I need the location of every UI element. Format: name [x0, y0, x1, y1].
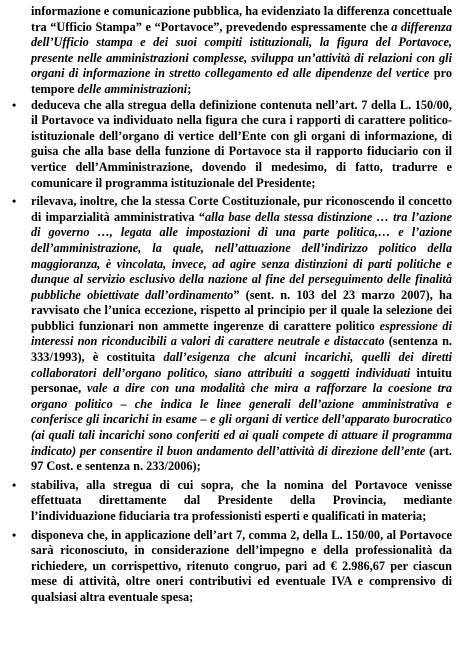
bullet-item-rilevava	[12, 194, 452, 475]
bullet-dot-icon: •	[12, 194, 17, 209]
bullet-item-deduceva	[12, 98, 452, 192]
bullet-dot-icon: •	[12, 477, 17, 492]
bullet-seg: vale a dire con una modalità che mira a rafforzare la coesione tra organo politico – che indica le linee generali dell’azione amministrativa e conferisce gli incarichi in esame – e gli organi di vertice dell’apparato burocratico (ai quali tali incarichi sono conferiti ed ai quali compete di attuare il programma indicato) per consentire il buon andamento dell’attività di direzione dell’ente	[31, 381, 452, 458]
bullet-seg: (sentenza n. 333/1993), è costituita	[31, 334, 452, 365]
intro-seg: pro tempore	[31, 66, 452, 96]
bullet-item-disponeva	[12, 528, 452, 606]
bullet-seg: ” (sent. n. 103 del 23 marzo 2007), ha ravvisato che l’unica eccezione, rispetto al principio per il quale la selezione dei pubblici funzionari non ammette ingerenze di carattere politico	[31, 287, 453, 333]
bullet-text	[31, 528, 452, 604]
bullet-list	[12, 98, 452, 606]
bullet-text	[31, 98, 452, 190]
bullet-seg: espressione di interessi non riconducibili a valori di carattere neutrale e distaccato	[31, 318, 452, 349]
bullet-seg: (art. 97 Cost. e sentenza n. 233/2006);	[31, 443, 452, 474]
bullet-seg: disponeva che, in applicazione dell’art 7, comma 2, della L. 150/00, al Portavoce sarà riconosciuto, in considerazione dell’impegno e della professionalità da richiedere, un corrispettivo, ritenuto congruo, pari ad € 2.986,67 per ciascun mese di attività, oltre oneri contributivi ed eventuale IVA e comprensivo di qualsiasi altra eventuale spesa;	[31, 527, 452, 604]
intro-seg: ;	[187, 81, 192, 96]
intro-seg: delle amministrazioni	[77, 81, 188, 96]
bullet-text	[31, 194, 452, 473]
bullet-seg: alla base della stessa distinzione … tra l’azione di governo …, legata alle impostazioni di una parte politica,… e l’azione dell’amministrazione, la quale, nell’attuazione dell’indirizzo politico della maggioranza, è vincolata, invece, ad agire senza distinzioni di parti politiche e dunque al servizio esclusivo della nazione al fine del perseguimento delle finalità pubbliche obiettivate dall’ordinamento	[31, 209, 452, 302]
bullet-dot-icon: •	[12, 97, 17, 112]
bullet-item-stabiliva	[12, 478, 452, 525]
bullet-seg: stabiliva, alla stregua di cui sopra, che la nomina del Portavoce venisse effettuata direttamente dal Presidente della Provincia, mediante l’individuazione fiduciaria tra professionisti esperti e qualificati in materia;	[31, 477, 452, 523]
intro-paragraph	[31, 4, 452, 98]
bullet-seg: rilevava, inoltre, che la stessa Corte Costituzionale, pur riconoscendo il concetto di imparzialità amministrativa “	[31, 194, 452, 224]
bullet-seg: dall’esigenza che alcuni incarichi, quelli dei diretti collaboratori dell’organo politico, siano attribuiti a soggetti individuati	[31, 350, 452, 380]
bullet-text	[31, 478, 452, 523]
bullet-seg: intuitu personae,	[31, 365, 452, 396]
bullet-dot-icon: •	[12, 527, 17, 542]
intro-seg: a differenza dell’Ufficio stampa e dei suoi compiti istituzionali, la figura del Portavoce, presente nelle amministrazioni complesse, sviluppa un’attività di relazioni con gli organi di informazione in stretto collegamento ed alle dipendenze del vertice	[31, 19, 452, 81]
intro-seg: informazione e comunicazione pubblica, ha evidenziato la differenza concettuale tra “Ufficio Stampa” e “Portavoce”, prevedendo espressamente che	[31, 4, 452, 34]
bullet-seg: deduceva che alla stregua della definizione contenuta nell’art. 7 della L. 150/00, il Portavoce va individuato nella figura che cura i rapporti di carattere politico-istituzionale dell’organo di vertice dell’Ente con gli organi di informazione, di guisa che alla base della funzione di Portavoce sta il rapporto fiduciario con il vertice dell’Amministrazione, dovendo il medesimo, di fatto, tradurre e comunicare il programma istituzionale del Presidente;	[31, 97, 452, 190]
